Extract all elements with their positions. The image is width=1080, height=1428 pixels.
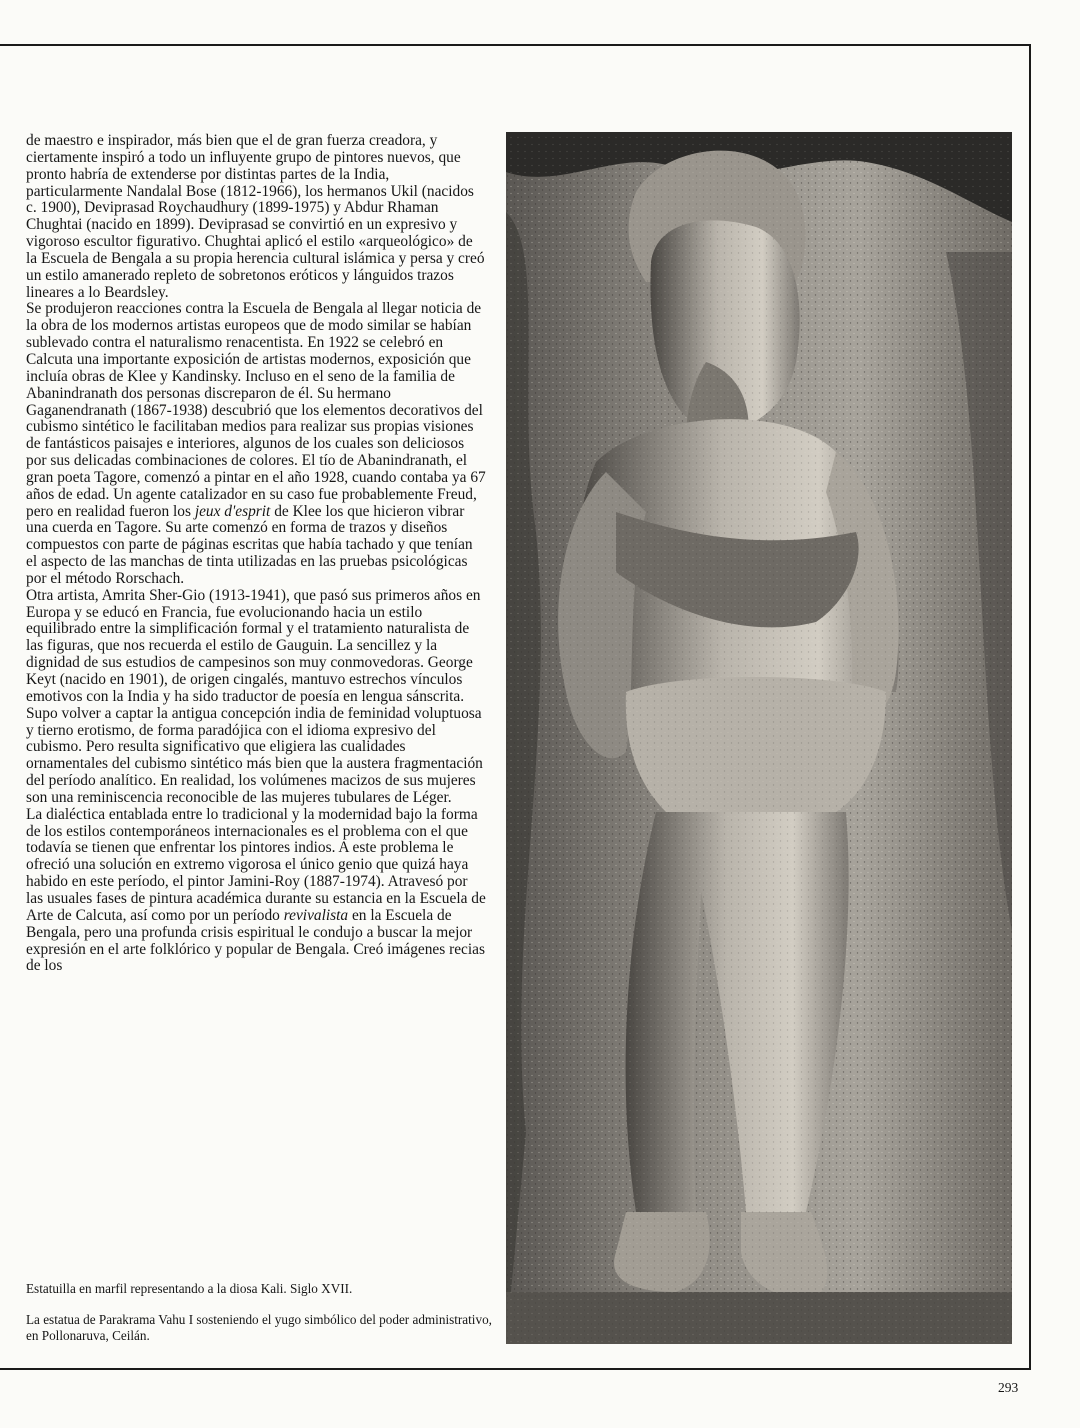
statue-illustration	[506, 132, 1012, 1344]
bottom-rule	[0, 1368, 1030, 1370]
captions	[26, 1281, 496, 1359]
paragraph-2-text-b: de Klee los que hicieron vibrar una cuerda en Tagore. Su arte comenzó en forma de trazos y diseños compuestos con parte de páginas escritas que había tachado y que tenían el aspecto de las manchas de tinta utilizadas en las pruebas psicológicas por el método Rorschach.	[26, 502, 473, 587]
paragraph-2-text-a: Se produjeron reacciones contra la Escuela de Bengala al llegar noticia de la obra de los modernos artistas europeos que de modo similar se habían sublevado contra el naturalismo renacentista. En 1922 se celebró en Calcuta una importante exposición de artistas modernos, exposición que incluía obras de Klee y Kandinsky. Incluso en el seno de la familia de Abanindranath dos personas discreparon de él. Su hermano Gaganendranath (1867-1938) descubrió que los elementos decorativos del cubismo sintético le facilitaban medios para realizar sus propias visiones de fantásticos paisajes e interiores, algunos de los cuales son deliciosos por sus delicadas combinaciones de colores. El tío de Abanindranath, el gran poeta Tagore, comenzó a pintar en el año 1928, cuando contaba ya 67 años de edad. Un agente catalizador en su caso fue probablemente Freud, pero en realidad fueron los	[26, 300, 486, 520]
caption-parakrama: La estatua de Parakrama Vahu I sosteniendo el yugo simbólico del poder administrativo, en Pollonaruva, Ceilán.	[26, 1312, 492, 1343]
statue-photo	[506, 132, 1012, 1344]
paragraph-1	[26, 133, 486, 301]
paragraph-4-italic: revivalista	[283, 906, 349, 924]
paragraph-4-text-b: en la Escuela de Bengala, pero una profunda crisis espiritual le condujo a buscar la mejor expresión en el arte folklórico y popular de Bengala. Creó imágenes recias de los	[26, 906, 485, 975]
body-text-column	[26, 133, 486, 975]
paragraph-3-text: Otra artista, Amrita Sher-Gio (1913-1941), que pasó sus primeros años en Europa y se educó en Francia, fue evolucionando hacia un estilo equilibrado entre la simplificación formal y el tratamiento naturalista de las figuras, que nos recuerda el estilo de Gauguin. La sencillez y la dignidad de sus estudios de campesinos son muy conmovedoras. George Keyt (nacido en 1901), de origen cingalés, mantuvo estrechos vínculos emotivos con la India y ha sido traductor de poesía en lengua sánscrita. Supo volver a captar la antigua concepción india de feminidad voluptuosa y tierno erotismo, de forma paradójica con el idioma expresivo del cubismo. Pero resulta significativo que eligiera las cualidades ornamentales del cubismo sintético más bien que la austera fragmentación del período analítico. En realidad, los volúmenes macizos de sus mujeres son una reminiscencia reconocible de las mujeres tubulares de Léger.	[26, 586, 483, 806]
page-number: 293	[998, 1380, 1019, 1395]
paragraph-3	[26, 588, 486, 807]
paragraph-2-italic: jeux d'esprit	[194, 502, 271, 520]
paragraph-2	[26, 301, 486, 587]
paragraph-4	[26, 807, 486, 975]
paragraph-4-text-a: La dialéctica entablada entre lo tradicional y la modernidad bajo la forma de los estilos contemporáneos internacionales es el problema con el que todavía se tienen que enfrentar los pintores indios. A este problema le ofreció una solución en extremo vigorosa el único genio que quizá haya habido en este período, el pintor Jamini-Roy (1887-1974). Atravesó por las usuales fases de pintura académica durante su estancia en la Escuela de Arte de Calcuta, así como por un período	[26, 805, 486, 924]
paragraph-1-text: de maestro e inspirador, más bien que el de gran fuerza creadora, y ciertamente inspiró a todo un influyente grupo de pintores nuevos, que pronto habría de extenderse por distintas partes de la India, particularmente Nandalal Bose (1812-1966), los hermanos Ukil (nacidos c. 1900), Deviprasad Roychaudhury (1899-1975) y Abdur Rhaman Chughtai (nacido en 1899). Deviprasad se convirtió en un expresivo y vigoroso escultor figurativo. Chughtai aplicó el estilo «arqueológico» de la Escuela de Bengala a su propia herencia cultural islámica y persa y creó un estilo amanerado repleto de sobretonos eróticos y lánguidos trazos lineares a lo Beardsley.	[26, 132, 485, 301]
right-rule	[1029, 44, 1031, 1370]
caption-kali: Estatuilla en marfil representando a la diosa Kali. Siglo XVII.	[26, 1281, 353, 1296]
top-rule	[0, 44, 1030, 46]
